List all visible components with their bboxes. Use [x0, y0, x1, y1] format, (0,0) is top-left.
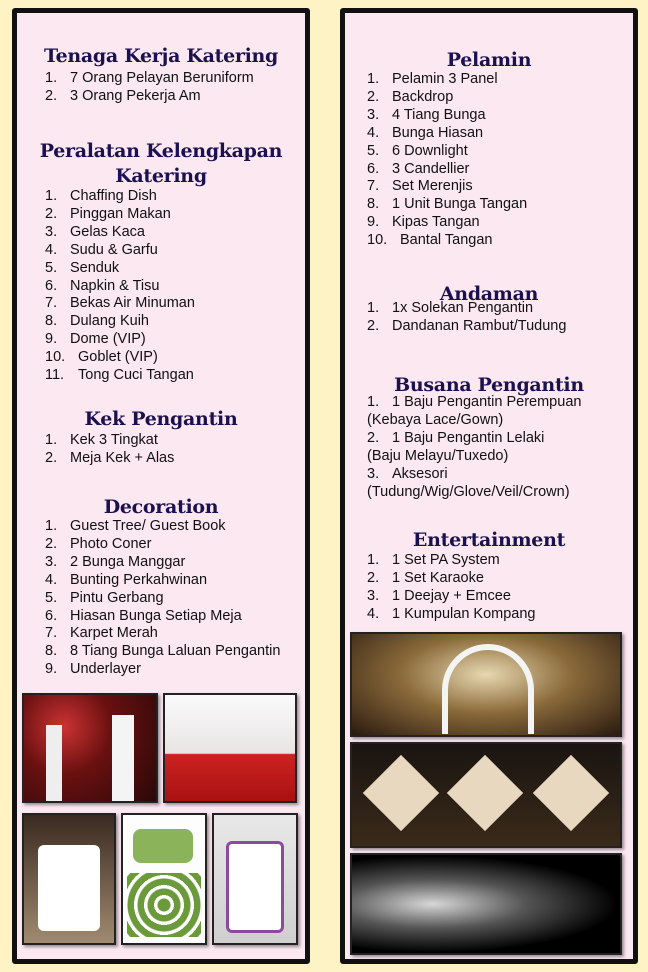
item-text: Dome (VIP) [70, 331, 146, 348]
list-item [367, 89, 527, 107]
heading-pelamin: Pelamin [446, 49, 532, 71]
item-text: Karpet Merah [70, 625, 158, 642]
list-item [367, 552, 536, 570]
item-number: 4. [45, 571, 58, 588]
list-item [367, 570, 536, 588]
item-text: Chaffing Dish [70, 188, 157, 204]
item-text: Bantal Tangan [400, 232, 493, 249]
item-number: 2. [45, 205, 58, 222]
list-item [45, 331, 195, 349]
list-item [45, 590, 280, 608]
list-kek-pengantin [45, 432, 174, 468]
item-number: 1. [45, 188, 58, 204]
list-item [367, 71, 527, 89]
item-number: 8. [45, 313, 58, 330]
list-item [367, 232, 527, 250]
list-item [45, 278, 195, 296]
cake-photo-white [22, 813, 116, 945]
list-item [367, 318, 566, 336]
item-number: 2. [367, 88, 380, 105]
list-item [45, 88, 254, 106]
list-item [45, 625, 280, 643]
list-item [367, 178, 527, 196]
item-text: 1 Baju Pengantin Perempuan [392, 394, 582, 410]
item-text: Bunga Hiasan [392, 124, 484, 141]
heading-decoration: Decoration [103, 496, 219, 518]
item-number: 2. [367, 569, 380, 586]
list-item [367, 107, 527, 125]
item-text: Napkin & Tisu [70, 277, 160, 294]
item-number: 4. [45, 241, 58, 258]
item-number: 3. [367, 106, 380, 123]
item-number: 3. [45, 553, 58, 570]
item-number: 5. [45, 589, 58, 606]
list-item [45, 608, 280, 626]
item-text: Aksesori [392, 465, 448, 482]
list-tenaga-kerja [45, 70, 254, 106]
item-detail: (Tudung/Wig/Glove/Veil/Crown) [367, 483, 570, 500]
cake-photo-purple [212, 813, 298, 945]
heading-peralatan: Peralatan Kelengkapan [39, 140, 283, 162]
list-entertainment [367, 552, 536, 624]
heading-busana-pengantin: Busana Pengantin [394, 374, 584, 396]
item-text: 1x Solekan Pengantin [392, 300, 534, 316]
list-item [367, 196, 527, 214]
heading-peralatan-line2: Katering [115, 165, 207, 187]
item-text: 2 Bunga Manggar [70, 553, 186, 570]
list-item [45, 224, 195, 242]
list-item [367, 125, 527, 143]
item-text: 1 Unit Bunga Tangan [392, 196, 528, 213]
item-text: Kek 3 Tingkat [70, 432, 158, 448]
item-number: 9. [367, 214, 380, 231]
list-item [45, 572, 280, 590]
item-number: 1. [367, 71, 380, 87]
heading-kek-pengantin: Kek Pengantin [84, 408, 238, 430]
list-item [367, 394, 581, 412]
item-text: Sudu & Garfu [70, 241, 158, 258]
item-number: 8. [367, 196, 380, 213]
item-text: Photo Coner [70, 535, 152, 552]
item-number: 3. [367, 465, 380, 482]
list-item [45, 260, 195, 278]
item-number: 3. [367, 587, 380, 604]
item-text: 1 Deejay + Emcee [392, 587, 511, 604]
item-number: 1. [367, 552, 380, 568]
cake-photo-green-cupcakes [121, 813, 207, 945]
item-text: Meja Kek + Alas [70, 449, 175, 466]
item-number: 1. [45, 70, 58, 86]
list-item [45, 295, 195, 313]
item-text: Pintu Gerbang [70, 589, 164, 606]
item-number: 8. [45, 643, 58, 660]
right-panel [340, 8, 638, 964]
list-item [367, 143, 527, 161]
item-number: 1. [45, 518, 58, 534]
item-text: 1 Set Karaoke [392, 569, 484, 586]
item-text: Bekas Air Minuman [70, 295, 195, 312]
item-detail: (Kebaya Lace/Gown) [367, 411, 504, 428]
list-item [367, 606, 536, 624]
item-text: Bunting Perkahwinan [70, 571, 208, 588]
item-number: 7. [45, 625, 58, 642]
item-text: Underlayer [70, 661, 141, 678]
item-text: 1 Baju Pengantin Lelaki [392, 429, 545, 446]
item-text: Backdrop [392, 88, 454, 105]
list-item [45, 518, 280, 536]
list-item [367, 214, 527, 232]
item-text: Gelas Kaca [70, 223, 145, 240]
list-andaman [367, 300, 566, 336]
item-text: 1 Kumpulan Kompang [392, 605, 536, 622]
pelamin-photo-backdrop [350, 742, 622, 848]
item-text: 7 Orang Pelayan Beruniform [70, 70, 254, 86]
item-number: 1. [367, 394, 380, 410]
item-number: 10. [45, 349, 66, 366]
list-item [45, 70, 254, 88]
item-text: Pinggan Makan [70, 205, 171, 222]
decoration-photo-red-carpet [163, 693, 297, 803]
item-text: Hiasan Bunga Setiap Meja [70, 607, 242, 624]
heading-tenaga-kerja: Tenaga Kerja Katering [43, 45, 279, 67]
item-number: 4. [367, 124, 380, 141]
list-item [45, 536, 280, 554]
list-item [45, 206, 195, 224]
item-text: 1 Set PA System [392, 552, 500, 568]
list-item [45, 554, 280, 572]
list-decoration [45, 518, 280, 679]
list-item [367, 300, 566, 318]
item-text: 3 Orang Pekerja Am [70, 87, 201, 104]
item-number: 6. [45, 277, 58, 294]
list-item [45, 188, 195, 206]
item-number: 2. [45, 535, 58, 552]
item-number: 6. [45, 607, 58, 624]
list-item [45, 450, 174, 468]
heading-entertainment: Entertainment [412, 529, 566, 551]
item-number: 6. [367, 160, 380, 177]
item-detail: (Baju Melayu/Tuxedo) [367, 447, 509, 464]
item-number: 3. [45, 223, 58, 240]
list-item [45, 242, 195, 260]
list-item [367, 588, 536, 606]
list-item [367, 430, 581, 448]
list-item [45, 349, 195, 367]
item-number: 7. [45, 295, 58, 312]
item-number: 2. [367, 429, 380, 446]
item-text: Dulang Kuih [70, 313, 149, 330]
heading-andaman: Andaman [439, 283, 539, 305]
list-item [45, 661, 280, 679]
item-number: 11. [45, 367, 65, 384]
item-text: Senduk [70, 259, 120, 276]
list-item [45, 432, 174, 450]
item-number: 2. [45, 449, 58, 466]
item-text: Kipas Tangan [392, 214, 480, 231]
item-text: Set Merenjis [392, 178, 473, 195]
list-item [45, 367, 195, 385]
item-text: 3 Candellier [392, 160, 470, 177]
item-text: Tong Cuci Tangan [78, 367, 194, 384]
item-number: 1. [367, 300, 380, 316]
item-number: 2. [45, 87, 58, 104]
item-number: 7. [367, 178, 380, 195]
list-item [45, 643, 280, 661]
item-number: 9. [45, 661, 58, 678]
item-text: 6 Downlight [392, 142, 468, 159]
item-text: Goblet (VIP) [78, 349, 158, 366]
list-item [45, 313, 195, 331]
item-number: 5. [367, 142, 380, 159]
left-panel [12, 8, 310, 964]
pelamin-photo-arch [350, 632, 622, 737]
item-number: 4. [367, 605, 380, 622]
list-item [367, 161, 527, 179]
item-text: 8 Tiang Bunga Laluan Pengantin [70, 643, 281, 660]
item-number: 2. [367, 317, 380, 334]
list-busana-pengantin [367, 394, 581, 501]
item-text: 4 Tiang Bunga [392, 106, 486, 123]
item-text: Dandanan Rambut/Tudung [392, 317, 567, 334]
list-peralatan [45, 188, 195, 385]
item-number: 1. [45, 432, 58, 448]
item-number: 9. [45, 331, 58, 348]
item-number: 10. [367, 232, 388, 249]
decoration-photo-pillars [22, 693, 158, 803]
tiara-photo [350, 853, 622, 955]
list-item [367, 466, 581, 484]
item-text: Guest Tree/ Guest Book [70, 518, 226, 534]
item-text: Pelamin 3 Panel [392, 71, 498, 87]
item-number: 5. [45, 259, 58, 276]
list-pelamin [367, 71, 527, 250]
